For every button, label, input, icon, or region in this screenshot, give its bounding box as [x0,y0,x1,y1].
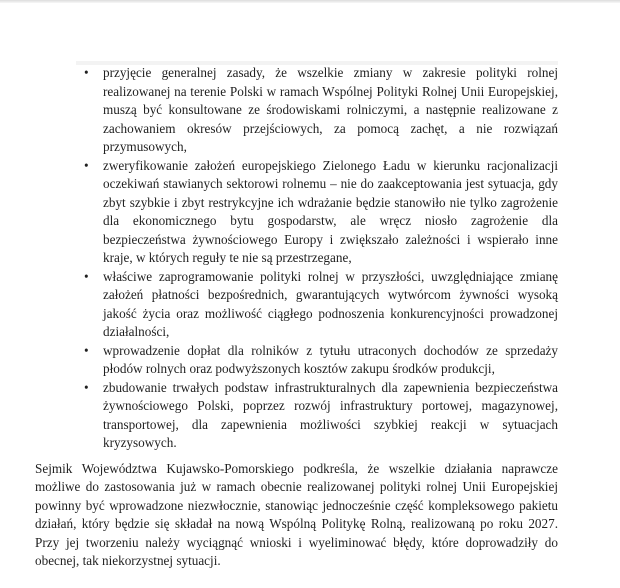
bullet-dot-icon: • [84,379,89,395]
list-item [84,268,558,342]
list-item [84,157,558,268]
bullet-text: zbudowanie trwałych podstaw infrastrukturalnych dla zapewnienia bezpieczeństwa żywnościowego Polski, poprzez rozwój infrastruktury portowej, magazynowej, transportowej, dla zapewnienia możliwości szybkiej reakcji w sytuacjach kryzysowych. [103,379,558,450]
list-item [84,342,558,379]
closing-paragraph: Sejmik Województwa Kujawsko-Pomorskiego podkreśla, że wszelkie działania naprawcze możliwe do zastosowania już w ramach obecnie realizowanej polityki rolnej Unii Europejskiej powinny być wprowadzone niezwłocznie, stanowiąc jednocześnie część kompleksowego pakietu działań, który będzie się składał na nową Wspólną Politykę Rolną, realizowaną po roku 2027. Przy jej tworzeniu należy wyciągnąć wnioski i wyeliminować błędy, które doprowadziły do obecnej, tak niekorzystnej sytuacji. [35,460,558,568]
list-item [84,64,558,157]
bullet-dot-icon: • [84,157,89,173]
bullet-text: wprowadzenie dopłat dla rolników z tytułu utraconych dochodów ze sprzedaży płodów rolnych oraz podwyższonych kosztów zakupu środków produkcji, [103,342,558,376]
scan-artifact-top [0,0,620,3]
bullet-list [35,64,558,453]
bullet-text: przyjęcie generalnej zasady, że wszelkie zmiany w zakresie polityki rolnej realizowanej na terenie Polski w ramach Wspólnej Polityki Rolnej Unii Europejskiej, muszą być konsultowane ze środowiskami rolniczymi, a następnie realizowane z zachowaniem okresów przejściowych, za pomocą zachęt, a nie rozwiązań przymusowych, [103,65,558,154]
bullet-dot-icon: • [84,268,89,284]
bullet-dot-icon: • [84,65,89,80]
bullet-text: właściwe zaprogramowanie polityki rolnej w przyszłości, uwzględniające zmianę założeń płatności bezpośrednich, gwarantujących wytwórcom żywności wysoką jakość życia oraz możliwość ciągłego podnoszenia konkurencyjności prowadzonej działalności, [103,268,558,339]
bullet-text: zweryfikowanie założeń europejskiego Zielonego Ładu w kierunku racjonalizacji oczekiwań stawianych sektorowi rolnemu – nie do zaakceptowania jest sytuacja, gdy zbyt szybkie i zbyt restrykcyjne ich wdrażanie będzie stanowiło nie tylko zagrożenie dla ekonomicznego bytu gospodarstw, ale wręcz niosło zagrożenie dla bezpieczeństwa żywnościowego Europy i zwiększało zależności i wspierało inne kraje, w których reguły te nie są przestrzegane, [103,157,558,265]
bullet-dot-icon: • [84,342,89,358]
list-item [84,379,558,453]
